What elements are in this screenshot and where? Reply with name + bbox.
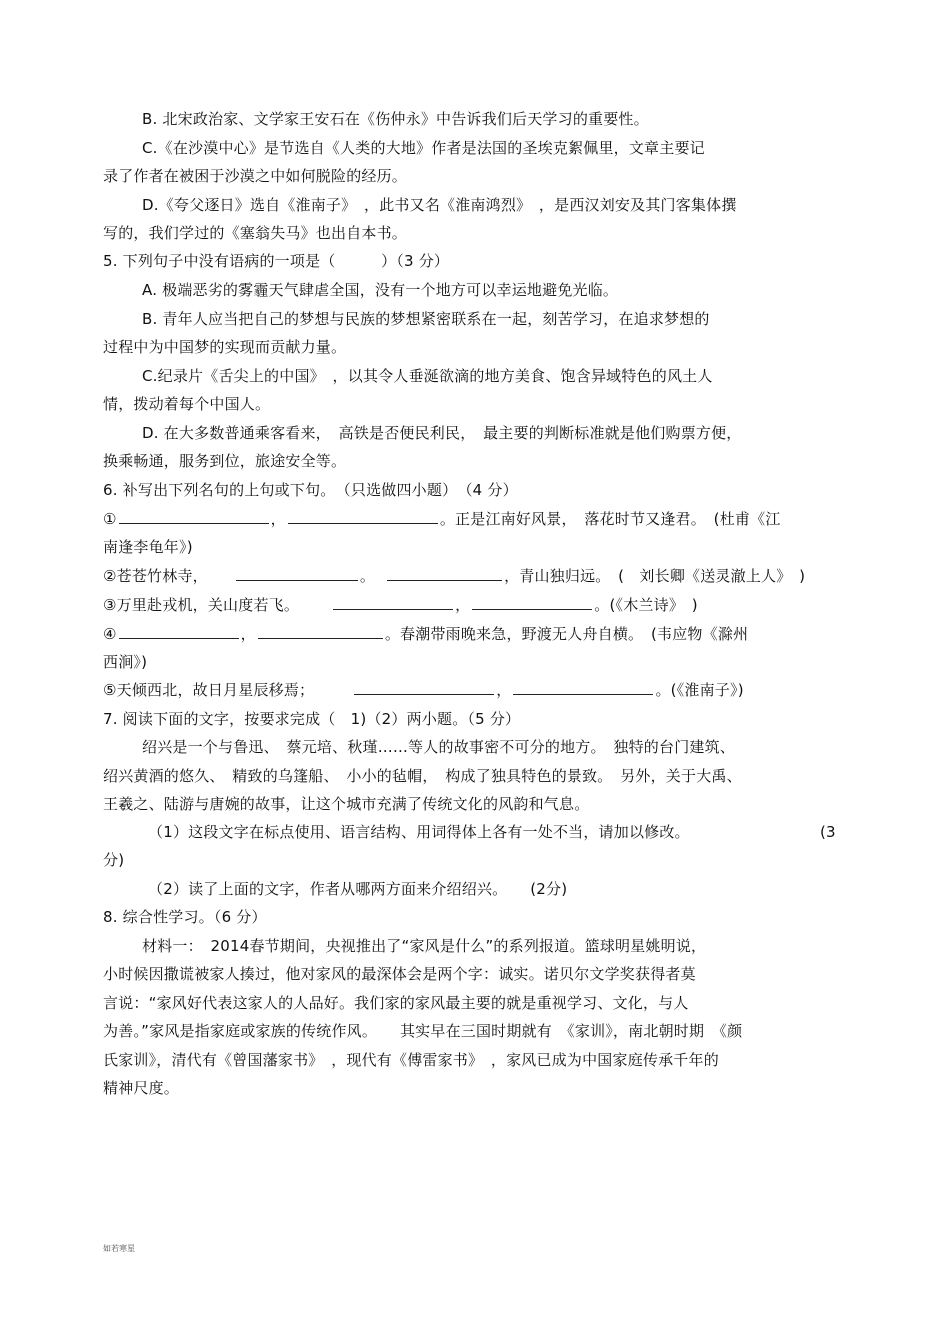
q6-item-4-separator: ， (240, 625, 256, 643)
q4-option-d-line2: 写的，我们学过的《塞翁失马》也出自本书。 (103, 224, 408, 242)
page-footer: 如若寒星 (103, 1244, 135, 1253)
q5-option-d-line2: 换乘畅通，服务到位，旅途安全等。 (103, 452, 347, 470)
q4-option-d-line1: D.《夸父逐日》选自《淮南子》 ，此书又名《淮南鸿烈》 ，是西汉刘安及其门客集体撰 (142, 196, 737, 214)
q8-material-line1: 材料一： 2014春节期间，央视推出了“家风是什么”的系列报道。篮球明星姚明说， (142, 937, 707, 955)
q6-item-4-continuation: 西涧》) (103, 653, 148, 671)
answer-blank[interactable] (513, 680, 653, 695)
answer-blank[interactable] (236, 566, 358, 581)
q6-item-3-suffix: 。(《木兰诗》 ) (594, 596, 698, 614)
q8-material-line2: 小时候因撒谎被家人揍过，他对家风的最深体会是两个字：诚实。诺贝尔文学奖获得者莫 (103, 965, 696, 983)
q5-option-a: A. 极端恶劣的雾霾天气肆虐全国，没有一个地方可以幸运地避免光临。 (142, 281, 619, 299)
q7-passage-line2: 绍兴黄酒的悠久、 精致的乌篷船、 小小的毡帽， 构成了独具特色的景致。 另外，关于大禹、 (103, 767, 742, 785)
answer-blank[interactable] (119, 624, 239, 639)
q6-item-2-separator: 。 (359, 567, 376, 585)
q8-material-line6: 精神尺度。 (103, 1079, 180, 1097)
answer-blank[interactable] (333, 595, 453, 610)
q5-option-c-line1: C.纪录片《舌尖上的中国》 ，以其令人垂涎欲滴的地方美食、饱含异域特色的风土人 (142, 367, 713, 385)
q6-item-4-suffix: 。春潮带雨晚来急，野渡无人舟自横。 (韦应物《滁州 (384, 625, 749, 643)
q7-subquestion-1: （1）这段文字在标点使用、语言结构、用词得体上各有一处不当，请加以修改。 (148, 823, 690, 841)
q6-item-3-prefix: ③万里赴戎机，关山度若飞。 (103, 596, 300, 614)
q7-subquestion-1-score: (3 (820, 823, 836, 841)
q4-option-c-line2: 录了作者在被困于沙漠之中如何脱险的经历。 (103, 167, 408, 185)
q6-item-5-separator: ， (496, 681, 512, 699)
q6-item-3-separator: ， (455, 596, 471, 614)
q4-option-b: B. 北宋政治家、文学家王安石在《伤仲永》中告诉我们后天学习的重要性。 (142, 110, 649, 128)
q8-material-line5: 氏家训》，清代有《曾国藩家书》 ，现代有《傅雷家书》 ，家风已成为中国家庭传承千年的 (103, 1051, 719, 1069)
q6-item-1-suffix: 。正是江南好风景， 落花时节又逢君。 (杜甫《江 (439, 510, 781, 528)
answer-blank[interactable] (258, 624, 383, 639)
q5-option-c-line2: 情，拨动着每个中国人。 (103, 395, 271, 413)
q7-subquestion-1-score-cont: 分) (103, 851, 125, 869)
q6-item-1-continuation: 南逢李龟年》) (103, 538, 193, 556)
q5-stem: 5. 下列句子中没有语病的一项是（ ）（3 分） (103, 252, 450, 270)
q5-option-b-line2: 过程中为中国梦的实现而贡献力量。 (103, 338, 347, 356)
q7-passage-line3: 王羲之、陆游与唐婉的故事，让这个城市充满了传统文化的风韵和气息。 (103, 795, 590, 813)
answer-blank[interactable] (119, 509, 269, 524)
q8-material-line4: 为善。”家风是指家庭或家族的传统作风。 其实早在三国时期就有 《家训》，南北朝时期 《颜 (103, 1022, 743, 1040)
q6-stem: 6. 补写出下列名句的上句或下句。 （只选做四小题） （4 分） (103, 481, 518, 499)
answer-blank[interactable] (472, 595, 592, 610)
q6-item-5-suffix: 。(《淮南子》) (655, 681, 744, 699)
q6-item-3 (103, 595, 698, 615)
q7-subquestion-2: （2）读了上面的文字，作者从哪两方面来介绍绍兴。 (2分) (148, 880, 568, 898)
q6-item-1-separator: ， (270, 510, 286, 528)
q7-passage-line1: 绍兴是一个与鲁迅、 蔡元培、秋瑾……等人的故事密不可分的地方。 独特的台门建筑、 (142, 738, 736, 756)
q5-option-b-line1: B. 青年人应当把自己的梦想与民族的梦想紧密联系在一起，刻苦学习，在追求梦想的 (142, 310, 710, 328)
q8-material-line3: 言说：“家风好代表这家人的人品好。我们家的家风最主要的就是重视学习、文化，与人 (103, 994, 689, 1012)
q5-option-d-line1: D. 在大多数普通乘客看来， 高铁是否便民利民， 最主要的判断标准就是他们购票方便， (142, 424, 742, 442)
q4-option-c-line1: C.《在沙漠中心》是节选自《人类的大地》作者是法国的圣埃克絮佩里，文章主要记 (142, 139, 705, 157)
answer-blank[interactable] (354, 680, 494, 695)
q6-item-2-prefix: ②苍苍竹林寺， (103, 567, 208, 585)
answer-blank[interactable] (387, 566, 502, 581)
q6-item-5-prefix: ⑤天倾西北，故日月星辰移焉； (103, 681, 315, 699)
q8-stem: 8. 综合性学习。（6 分） (103, 908, 267, 926)
q6-item-1-prefix: ① (103, 510, 117, 528)
q6-item-5 (103, 680, 744, 700)
q6-item-1 (103, 509, 781, 529)
q6-item-2-suffix: ，青山独归远。 ( 刘长卿《送灵澈上人》 ) (504, 567, 806, 585)
q6-item-4 (103, 624, 748, 644)
q7-stem: 7. 阅读下面的文字，按要求完成（ 1)（2）两小题。（5 分） (103, 710, 521, 728)
q6-item-4-prefix: ④ (103, 625, 117, 643)
q6-item-2 (103, 566, 805, 586)
answer-blank[interactable] (288, 509, 438, 524)
